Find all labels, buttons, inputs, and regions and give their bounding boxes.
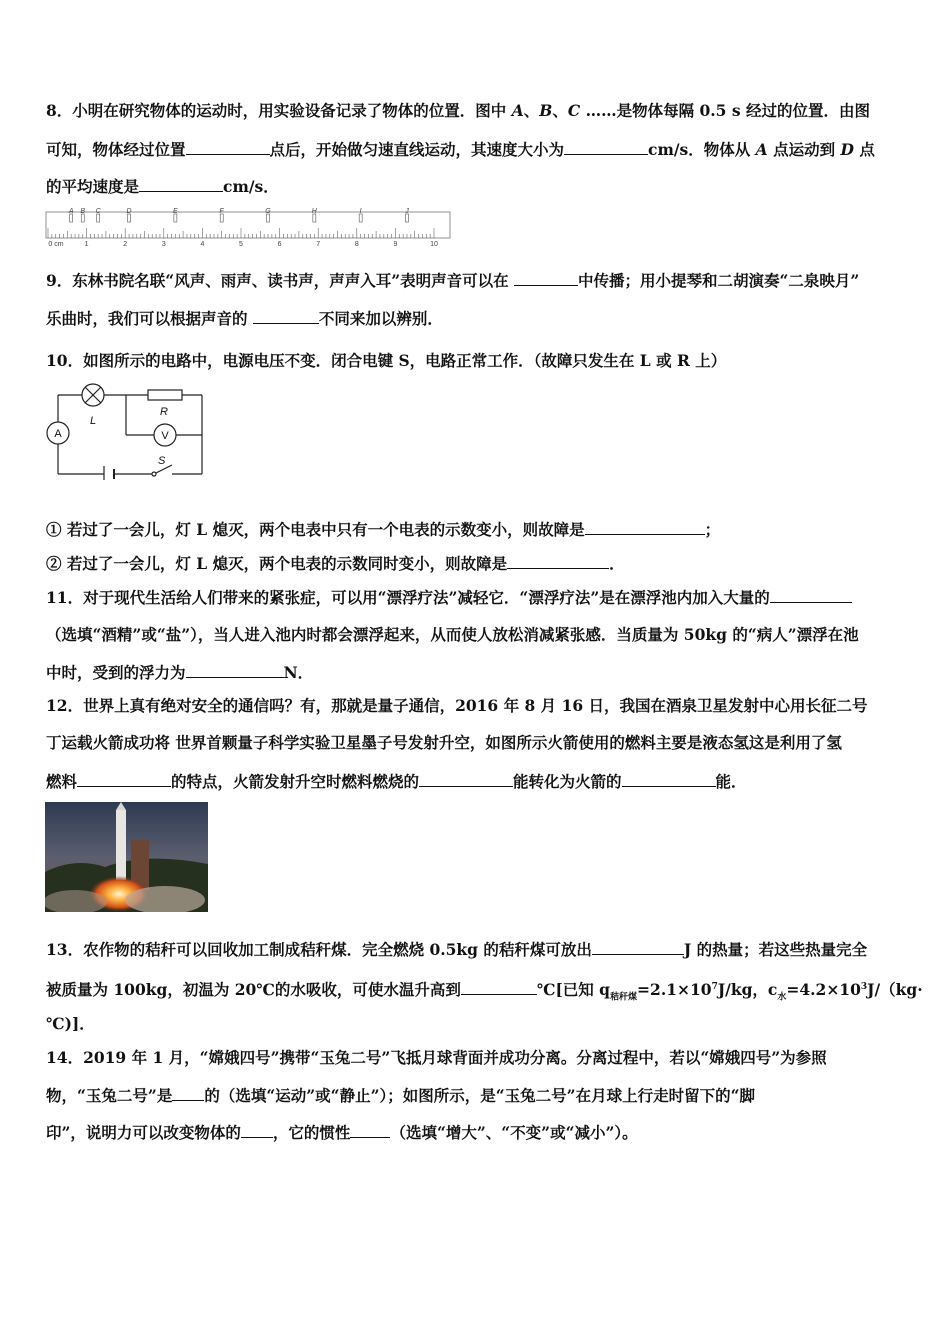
q9-text: 乐曲时，我们可以根据声音的: [46, 309, 253, 328]
answer-blank[interactable]: [507, 553, 609, 569]
ruler-body: [46, 212, 450, 238]
ruler-point-marker: [405, 214, 408, 222]
ruler-point-label: I: [359, 208, 362, 215]
q13-subscript: 水: [777, 992, 787, 1003]
q12-line-2: [46, 733, 906, 753]
answer-blank[interactable]: [622, 771, 716, 787]
q10-text: ．: [609, 554, 625, 573]
ruler-number: 7: [316, 241, 321, 248]
q8-text: 8．小明在研究物体的运动时，用实验设备记录了物体的位置．图中: [46, 101, 512, 120]
answer-blank[interactable]: [592, 939, 684, 955]
ruler-number: 2: [123, 241, 128, 248]
q14-text: ，它的惯性: [272, 1123, 351, 1142]
switch-contact: [152, 472, 156, 476]
ruler-point-marker: [359, 214, 362, 222]
answer-blank[interactable]: [419, 771, 513, 787]
q12-text: 燃料: [46, 772, 78, 791]
q13-text: J/kg，c: [717, 980, 778, 1000]
q10-sub-2: [46, 553, 906, 574]
ruler-number: 10: [430, 241, 438, 248]
label-l: L: [90, 415, 97, 427]
q14-text: 14．2019 年 1 月，“嫦娥四号”携带“玉兔二号”飞抵月球背面并成功分离。分离过程中，若以“嫦娥四号”为参照: [46, 1048, 827, 1067]
ruler-point-label: B: [80, 208, 86, 215]
ruler-point-marker: [97, 214, 100, 222]
rocket: [116, 810, 126, 880]
q10-text: ① 若过了一会儿，灯 L 熄灭，两个电表中只有一个电表的示数变小，则故障是: [46, 520, 585, 539]
q8-point-d: D: [840, 140, 854, 159]
q8-sep: 、: [552, 101, 568, 120]
answer-blank[interactable]: [172, 1085, 204, 1101]
label-s: S: [158, 455, 166, 467]
q14-text: 的（选填“运动”或“静止”）；如图所示，是“玉兔二号”在月球上行走时留下的“脚: [204, 1086, 756, 1105]
ruler-point-label: F: [219, 208, 224, 215]
resistor-r: [148, 390, 182, 400]
ruler-point-marker: [267, 214, 270, 222]
q13-text: =4.2×10: [786, 980, 861, 1000]
q8-point-a: A: [511, 101, 524, 120]
q13-superscript: 3: [860, 982, 868, 992]
q14-line-1: [46, 1048, 906, 1068]
q14-text: 物，“玉兔二号”是: [46, 1086, 173, 1105]
answer-blank[interactable]: [77, 771, 171, 787]
q8-line-3: [46, 176, 906, 197]
q13-text: ℃[已知 q: [536, 980, 611, 1000]
ruler-point-marker: [81, 214, 84, 222]
answer-blank[interactable]: [514, 270, 578, 286]
q8-text: cm/s．物体从: [648, 140, 756, 159]
q13-line-2: [46, 977, 923, 1007]
answer-blank[interactable]: [253, 308, 319, 324]
answer-blank[interactable]: [350, 1122, 390, 1138]
q8-text: ……是物体每隔 0.5 s 经过的位置．由图: [580, 101, 870, 120]
q9-text: 中传播；用小提琴和二胡演奏“二泉映月”: [578, 271, 860, 290]
q10-text: 10．如图所示的电路中，电源电压不变．闭合电键 S，电路正常工作．（故障只发生在 L 或 R 上）: [46, 351, 727, 370]
label-a: A: [54, 428, 62, 440]
ruler-point-label: H: [311, 208, 317, 215]
q8-text: 可知，物体经过位置: [46, 140, 186, 159]
answer-blank[interactable]: [564, 139, 648, 155]
q13-line-1: [46, 939, 906, 960]
q9-text: 不同来加以辨别．: [318, 309, 443, 328]
q10-text: ；: [704, 520, 721, 539]
ruler-point-marker: [174, 214, 177, 222]
q12-text: 12．世界上真有绝对安全的通信吗？有，那就是量子通信，2016 年 8 月 16 日，我国在酒泉卫星发射中心用长征二号: [46, 696, 868, 715]
ruler-point-label: D: [126, 208, 132, 215]
ruler-point-label: E: [173, 208, 178, 215]
q13-superscript: 7: [711, 982, 718, 992]
q8-text: 点后，开始做匀速直线运动，其速度大小为: [269, 140, 565, 159]
q12-text: 丁运载火箭成功将 世界首颗量子科学实验卫星墨子号发射升空，如图所示火箭使用的燃料主要是液态氢这是利用了氢: [46, 733, 842, 752]
q13-text: =2.1×10: [637, 980, 712, 1000]
label-r: R: [160, 406, 168, 418]
ruler-number: 6: [277, 241, 282, 248]
ruler-point-marker: [70, 214, 73, 222]
q14-line-2: [46, 1085, 906, 1106]
q11-text: （选填“酒精”或“盐”），当人进入池内时都会漂浮起来，从而使人放松消减紧张感．当质量为 50kg 的“病人”漂浮在池: [46, 625, 859, 644]
q11-line-3: [46, 662, 906, 683]
ruler-number: 8: [354, 241, 359, 248]
q9-text: 9．东林书院名联“风声、雨声、读书声，声声入耳”表明声音可以在: [46, 271, 515, 290]
ruler-number: 3: [161, 241, 166, 248]
q8-point-c: C: [567, 101, 581, 120]
q8-text: 的平均速度是: [46, 177, 140, 196]
q13-subscript: 秸秆煤: [610, 992, 638, 1003]
ruler-number: 4: [200, 241, 205, 248]
q12-line-3: [46, 771, 906, 792]
label-v: V: [161, 430, 169, 442]
q14-text: 印”，说明力可以改变物体的: [46, 1123, 241, 1142]
ruler-number: 1: [84, 241, 89, 248]
q13-text: J 的热量；若这些热量完全: [683, 940, 868, 959]
q11-line-1: [46, 587, 906, 608]
q11-line-2: [46, 625, 906, 645]
answer-blank[interactable]: [770, 587, 852, 603]
q8-point-b: B: [539, 101, 553, 120]
q10-text: ② 若过了一会儿，灯 L 熄灭，两个电表的示数同时变小，则故障是: [46, 554, 508, 573]
q8-text: cm/s．: [223, 177, 279, 196]
ruler-figure: [44, 206, 454, 248]
q12-text: 的特点，火箭发射升空时燃料燃烧的: [171, 772, 420, 791]
q10-line-1: [46, 351, 906, 371]
answer-blank[interactable]: [186, 662, 284, 678]
q11-text: 中时，受到的浮力为: [46, 663, 186, 682]
q8-point-a: A: [755, 140, 768, 159]
q8-line-1: [46, 101, 906, 121]
q11-text: 11．对于现代生活给人们带来的紧张症，可以用“漂浮疗法”减轻它．“漂浮疗法”是在漂浮池内加入大量的: [46, 588, 770, 607]
q13-text: ℃)]．: [46, 1014, 95, 1033]
rocket-launch-photo: [45, 802, 208, 912]
q10-sub-1: [46, 519, 906, 540]
q9-line-1: [46, 270, 906, 291]
answer-blank[interactable]: [461, 979, 537, 995]
ruler-point-marker: [128, 214, 131, 222]
q13-text: 13．农作物的秸秆可以回收加工制成秸秆煤．完全燃烧 0.5kg 的秸秆煤可放出: [46, 940, 592, 959]
answer-blank[interactable]: [186, 139, 270, 155]
q8-text: 点: [853, 140, 875, 159]
q8-text: 点运动到: [767, 140, 841, 159]
ruler-point-label: G: [265, 208, 271, 215]
ruler-point-label: A: [68, 208, 74, 215]
q14-line-3: [46, 1122, 906, 1143]
q11-text: N．: [283, 663, 314, 682]
circuit-diagram: [44, 380, 209, 480]
ruler-point-label: J: [405, 208, 409, 215]
ruler-point-marker: [220, 214, 223, 222]
q8-sep: 、: [523, 101, 540, 120]
q9-line-2: [46, 308, 906, 329]
q12-line-1: [46, 696, 906, 716]
ruler-point-label: C: [95, 208, 101, 215]
ruler-number: 9: [393, 241, 398, 248]
q14-text: （选填“增大”、“不变”或“减小”）。: [390, 1123, 638, 1142]
answer-blank[interactable]: [585, 519, 705, 535]
answer-blank[interactable]: [139, 176, 223, 192]
q12-text: 能．: [715, 772, 747, 791]
ruler-unit: 0 cm: [48, 241, 64, 248]
answer-blank[interactable]: [241, 1122, 273, 1138]
ruler-number: 5: [239, 241, 243, 248]
q13-text: J/（kg·: [867, 980, 923, 1000]
q13-line-3: [46, 1014, 906, 1034]
q12-text: 能转化为火箭的: [513, 772, 622, 791]
q8-line-2: [46, 139, 906, 160]
ruler-point-marker: [313, 214, 316, 222]
q13-text: 被质量为 100kg，初温为 20℃的水吸收，可使水温升高到: [46, 980, 461, 1000]
